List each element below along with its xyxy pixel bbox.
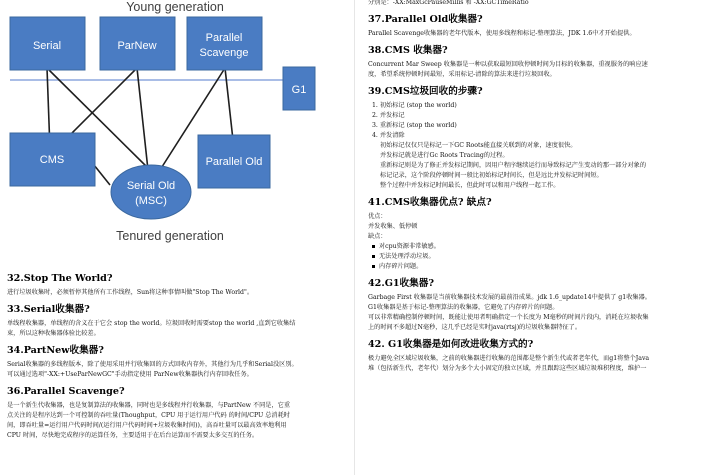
bullet-item xyxy=(368,252,708,262)
paragraph-line: 堆（包括新生代，老年代）划分为多个大小固定的独立区域，并且跟踪这些区域垃圾堆积程度，维护一 xyxy=(368,365,647,372)
numbered-step: 1. 初始标记 (stop the world) xyxy=(372,102,457,109)
paragraph-line: 极力避免全区域垃圾收集，之前的收集器进行收集的范围都是整个新生代或者老年代，而g1将整个Java xyxy=(368,355,650,362)
step-explanation: 初始标记仅仅只是标记一下GC Roots能直接关联到的对象，速度很快。 xyxy=(380,142,577,149)
paragraph-line: 束，所以这种收集器体验比较差。 xyxy=(7,330,100,337)
parnew-box-label: ParNew xyxy=(117,40,157,52)
gc-collectors-diagram xyxy=(0,0,352,262)
section-heading: 37.Parallel Old收集器? xyxy=(368,14,483,25)
bullet-dot-icon xyxy=(372,255,375,258)
paragraph-line: CPU 时间，尽快地完成程序的运算任务，主要适用于在后台运算而不需要太多交互的任务。 xyxy=(7,432,259,439)
paragraph-line: 度，希望系统停顿时间最短，采用标记-清除的算法来进行垃圾回收。 xyxy=(368,71,556,78)
paragraph-line: Concurrent Mar Sweep 收集器是一种以获取最短回收停顿时间为目标的收集器，重视服务的响应速 xyxy=(368,61,648,68)
paragraph-line: 是一个新生代收集器，也是复制算法的收集器，同时也是多线程并行收集器，与PartNew 不同是，它重 xyxy=(7,402,291,409)
section-heading: 41.CMS收集器优点? 缺点? xyxy=(368,197,492,208)
step-explanation: 重新标记则是为了修正并发标记期间，因用户程序继续运行而导致标记产生变动的那一部分对象的 xyxy=(380,162,647,169)
paragraph-line: G1收集器是基于标记-整理算法的收集器，它避免了内存碎片的问题。 xyxy=(368,304,559,311)
link-parnew-serialold xyxy=(137,68,148,170)
paragraph-line: 分别是：-XX:MaxGcPauseMillis 和 -XX:GCTimeRatio xyxy=(368,0,529,6)
paragraph-line: 并发收集、低停顿 xyxy=(368,223,418,230)
right-column xyxy=(358,0,708,475)
parallel-scavenge-label-1: Parallel xyxy=(205,32,243,44)
young-generation-label: Young generation xyxy=(126,0,224,14)
paragraph-line: Parallel Scavenge收集器的老年代版本，使用多线程和标记-整理算法，JDK 1.6中才开始提供。 xyxy=(368,30,636,37)
numbered-step: 2. 并发标记 xyxy=(372,112,405,119)
section-heading: 32.Stop The World? xyxy=(7,273,113,284)
numbered-step: 4. 并发清除 xyxy=(372,132,405,139)
serial-box-label: Serial xyxy=(32,40,62,52)
numbered-step: 3. 重新标记 (stop the world) xyxy=(372,122,457,129)
paragraph-line: 可以非常精确控制停顿时间，既能让使用者明确指定一个长度为 M毫秒的时间片段内，消耗在垃圾收集 xyxy=(368,314,649,321)
paragraph-line: 点关注的是程序达到一个可控制的吞吐量(Thoughput，CPU 用于运行用户代码 的时间/CPU 总消耗时 xyxy=(7,412,290,419)
serial-old-label-2: (MSC) xyxy=(135,195,167,207)
section-heading: 38.CMS 收集器? xyxy=(368,45,448,56)
section-heading: 33.Serial收集器? xyxy=(7,304,90,315)
section-heading: 36.Parallel Scavenge? xyxy=(7,386,125,397)
paragraph-line: 上的时间不多超过N毫秒，这几乎已经是实时java(rtsj)的垃圾收集器特征了。 xyxy=(368,324,582,331)
step-explanation: 并发标记就是进行Gc Roots Tracing的过程。 xyxy=(380,152,509,159)
cms-box-label: CMS xyxy=(39,154,65,166)
left-text-flow xyxy=(7,267,350,441)
serial-old-ellipse xyxy=(111,165,191,219)
paragraph-line: 可以通过选项"-XX:+UseParNewGC"手动指定使用 ParNew收集器执行内存回收任务。 xyxy=(7,371,253,378)
step-explanation: 整个过程中并发标记时间最长，但此时可以和用户线程一起工作。 xyxy=(380,182,560,189)
serial-old-label-1: Serial Old xyxy=(126,180,176,192)
bullet-text: 对cpu资源非常敏感。 xyxy=(379,243,440,250)
paragraph-line: 间，即吞吐量=运行用户代码时间/(运行用户代码时间+垃圾收集时间))，高吞吐量可以最高效率地利用 xyxy=(7,422,287,429)
right-text-flow xyxy=(368,0,708,374)
paragraph-line: 进行垃圾收集时，必须暂停其他所有工作线程，Sun将这种事情叫做"Stop The World"。 xyxy=(7,289,254,296)
column-divider xyxy=(354,0,355,475)
g1-box-label: G1 xyxy=(291,84,307,96)
step-explanation: 标记记录，这个阶段停顿时间一般比初始标记时间长，但是远比并发标记时间短。 xyxy=(380,172,603,179)
bullet-item xyxy=(368,242,708,252)
section-heading: 39.CMS垃圾回收的步骤? xyxy=(368,86,483,97)
section-heading: 34.PartNew收集器? xyxy=(7,345,104,356)
bullet-text: 内存碎片问题。 xyxy=(379,263,423,270)
parallel-old-box-label: Parallel Old xyxy=(205,156,263,168)
bullet-dot-icon xyxy=(372,245,375,248)
paragraph-line: 优点： xyxy=(368,213,387,220)
tenured-generation-label: Tenured generation xyxy=(116,229,224,243)
parallel-scavenge-label-2: Scavenge xyxy=(199,47,249,59)
section-heading: 42.G1收集器? xyxy=(368,278,434,289)
bullet-dot-icon xyxy=(372,265,375,268)
bullet-item xyxy=(368,262,708,272)
left-column xyxy=(0,0,352,475)
section-heading: 42. G1收集器是如何改进收集方式的? xyxy=(368,339,534,350)
paragraph-line: Serial收集器的多线程版本，除了使用采用并行收集回的方式回收内存外，其他行为几乎和Serial没区别。 xyxy=(7,361,298,368)
paragraph-line: 单线程收集器，单线程的含义在于它会 stop the world。垃圾回收时需要stop the world ,直到它收集结 xyxy=(7,320,296,327)
bullet-text: 无法处理浮动垃圾。 xyxy=(379,253,435,260)
paragraph-line: 缺点： xyxy=(368,233,387,240)
link-pscavenge-parallelold xyxy=(225,68,233,140)
paragraph-line: Garbage First 收集器是当前收集器技术发展的最前沿成果。jdk 1.6_update14中提供了 g1收集器。 xyxy=(368,294,651,301)
